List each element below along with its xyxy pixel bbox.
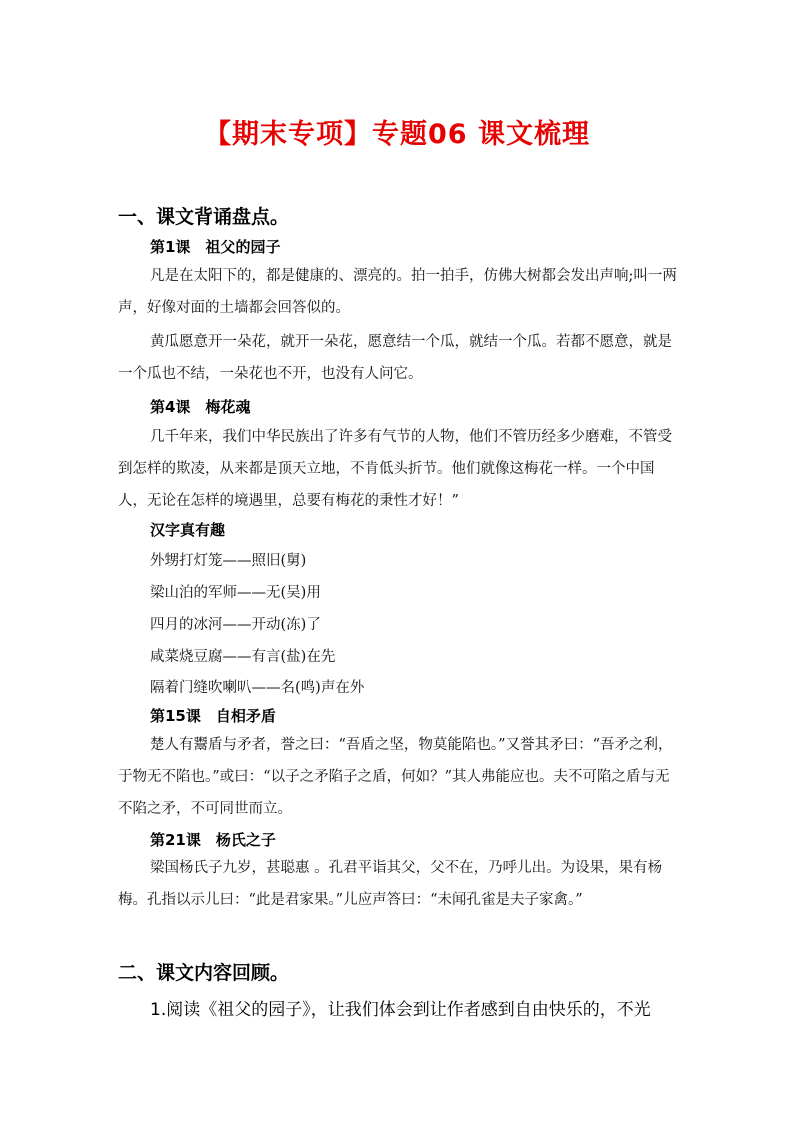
lesson15-paragraph-1: 楚人有鬻盾与矛者，誉之曰：“吾盾之坚，物莫能陷也。”又誉其矛曰：“吾矛之利，于物无不陷也。”或曰：“以子之矛陷子之盾，何如？”其人弗能应也。夫不可陷之盾与无不陷之矛，不可同世而立。 — [118, 737, 673, 817]
review-question-1: 1.阅读《祖父的园子》，让我们体会到让作者感到自由快乐的，不光 — [150, 1000, 651, 1020]
section-heading-recitation: 一、课文背诵盘点。 — [118, 206, 290, 228]
lesson-heading-1: 第1课 祖父的园子 — [150, 238, 281, 256]
hanzi-item: 梁山泊的军师——无(吴)用 — [150, 585, 321, 601]
page-title: 【期末专项】专题06 课文梳理 — [204, 119, 590, 150]
lesson21-paragraph-1: 梁国杨氏子九岁，甚聪惠 。孔君平诣其父，父不在，乃呼儿出。为设果，果有杨梅。孔指以示儿曰：“此是君家果。”儿应声答曰：“未闻孔雀是夫子家禽。” — [118, 860, 663, 908]
hanzi-heading: 汉字真有趣 — [150, 521, 226, 539]
hanzi-item: 隔着门缝吹喇叭——名(鸣)声在外 — [150, 680, 365, 696]
hanzi-item: 咸菜烧豆腐——有言(盐)在先 — [150, 649, 336, 665]
lesson-heading-15: 第15课 自相矛盾 — [150, 707, 276, 725]
lesson-heading-4: 第4课 梅花魂 — [150, 398, 251, 416]
section-heading-review: 二、课文内容回顾。 — [118, 962, 290, 984]
hanzi-item: 四月的冰河——开动(冻)了 — [150, 617, 321, 633]
lesson-heading-21: 第21课 杨氏之子 — [150, 831, 276, 849]
hanzi-item: 外甥打灯笼——照旧(舅) — [150, 553, 307, 569]
lesson4-paragraph-1: 几千年来，我们中华民族出了许多有气节的人物，他们不管历经多少磨难，不管受到怎样的欺凌，从来都是顶天立地，不肯低头折节。他们就像这梅花一样。一个中国人，无论在怎样的境遇里，总要有梅花的秉性才好！” — [118, 429, 672, 509]
lesson1-paragraph-1: 凡是在太阳下的，都是健康的、漂亮的。拍一拍手，仿佛大树都会发出声响;叫一两声，好像对面的土墙都会回答似的。 — [118, 268, 677, 316]
lesson1-paragraph-2: 黄瓜愿意开一朵花，就开一朵花，愿意结一个瓜，就结一个瓜。若都不愿意，就是一个瓜也不结，一朵花也不开，也没有人问它。 — [118, 334, 672, 382]
